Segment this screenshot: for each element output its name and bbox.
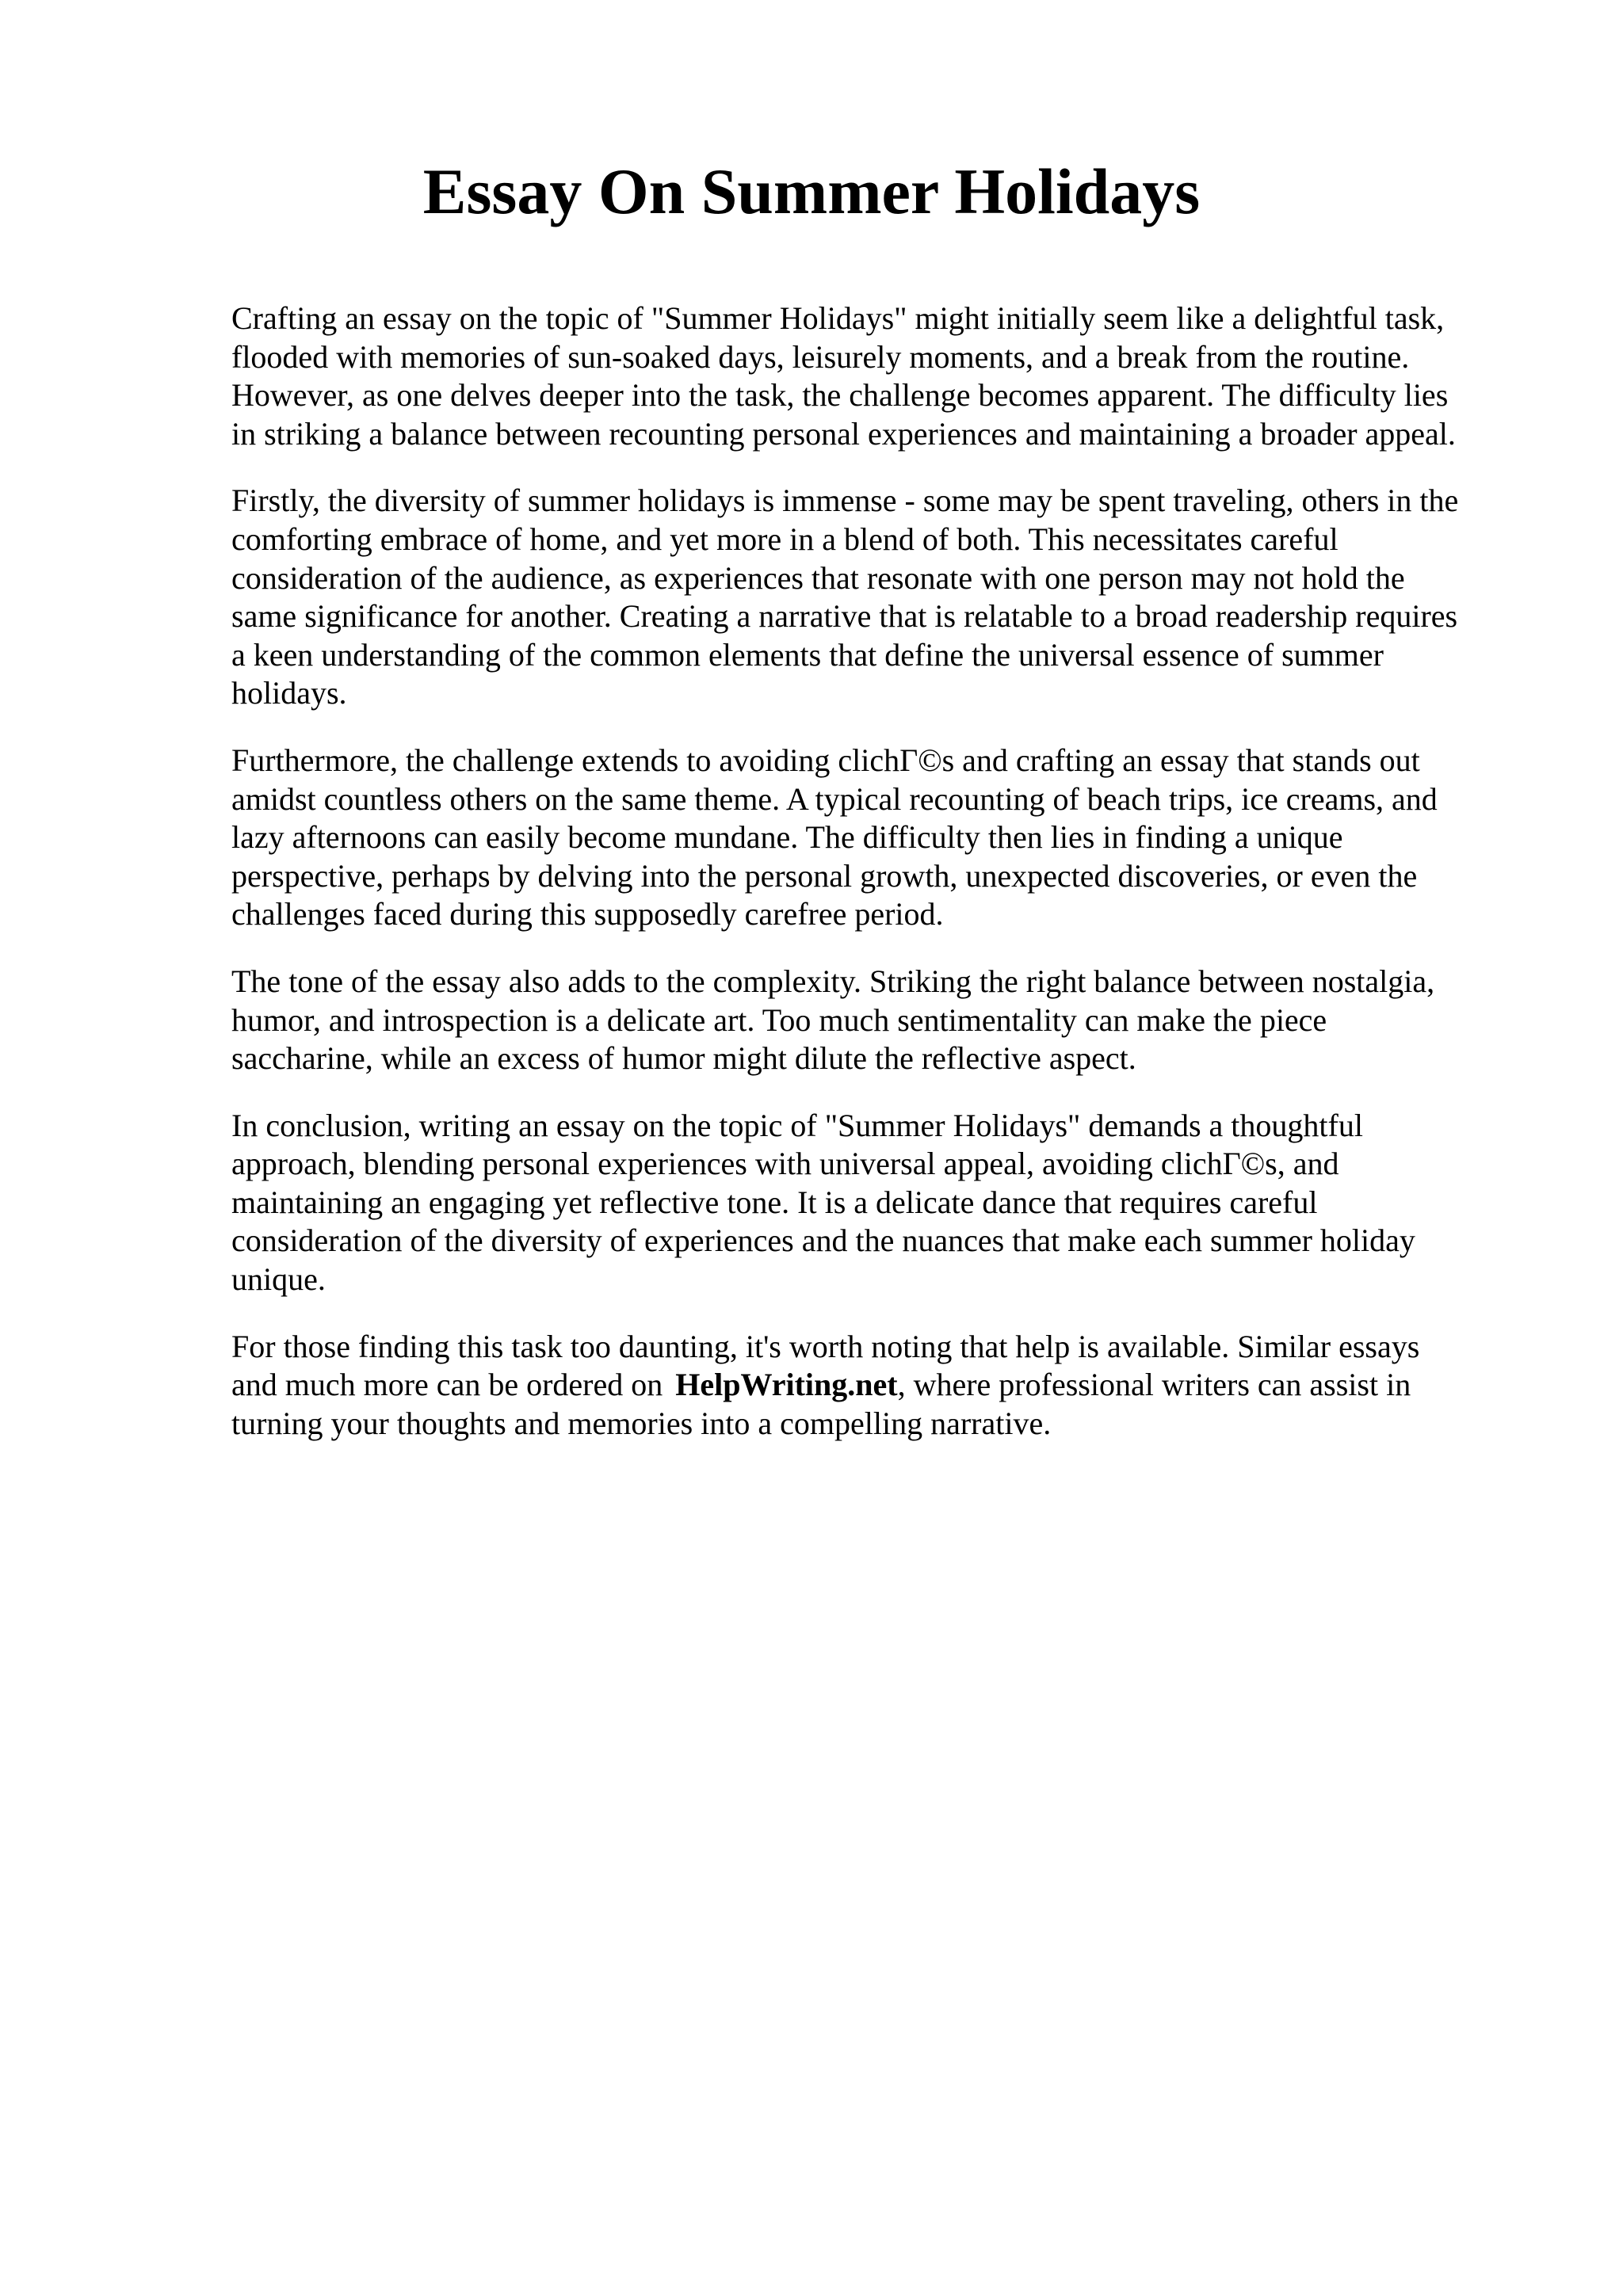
text-line: amidst countless others on the same theme. A typical recounting of beach trips, ice creams, and: [231, 780, 1438, 817]
text-line: challenges faced during this supposedly carefree period.: [231, 896, 944, 933]
text-line: perspective, perhaps by delving into the personal growth, unexpected discoveries, or even the: [231, 857, 1418, 894]
text-line: a keen understanding of the common elements that define the universal essence of summer: [231, 636, 1384, 673]
helpwriting-link[interactable]: HelpWriting.net: [675, 1367, 898, 1403]
text-line: holidays.: [231, 675, 347, 711]
text-line: However, as one delves deeper into the task, the challenge becomes apparent. The difficulty lies: [231, 377, 1449, 414]
text-line: [231, 1366, 1515, 1405]
text-line: same significance for another. Creating a narrative that is relatable to a broad readership requires: [231, 598, 1458, 635]
paragraph-3: [231, 742, 1515, 934]
text-line: in striking a balance between recounting personal experiences and maintaining a broader appeal.: [231, 415, 1456, 452]
text-line: Furthermore, the challenge extends to avoiding clichΓ©s and crafting an essay that stands out: [231, 742, 1420, 778]
text-line: Crafting an essay on the topic of "Summer Holidays" might initially seem like a delightful task,: [231, 300, 1445, 336]
text-line: approach, blending personal experiences with universal appeal, avoiding clichΓ©s, and: [231, 1146, 1339, 1182]
text-line: turning your thoughts and memories into a compelling narrative.: [231, 1405, 1052, 1441]
text-line: Firstly, the diversity of summer holidays is immense - some may be spent traveling, others in the: [231, 482, 1459, 519]
page-title: Essay On Summer Holidays: [422, 155, 1201, 227]
text-line: comforting embrace of home, and yet more in a blend of both. This necessitates careful: [231, 521, 1338, 557]
paragraph-1: [231, 299, 1515, 453]
paragraph-2: [231, 482, 1515, 713]
text-line: lazy afternoons can easily become mundane. The difficulty then lies in finding a unique: [231, 819, 1343, 856]
paragraph-6: [231, 1328, 1515, 1444]
text-line: consideration of the audience, as experiences that resonate with one person may not hold the: [231, 559, 1405, 596]
paragraph-4: [231, 963, 1515, 1078]
text-line: humor, and introspection is a delicate art. Too much sentimentality can make the piece: [231, 1001, 1327, 1038]
text-segment: , where professional writers can assist in: [897, 1367, 1411, 1403]
paragraph-5: [231, 1107, 1515, 1299]
text-line: The tone of the essay also adds to the complexity. Striking the right balance between nostalgia,: [231, 963, 1435, 999]
text-line: In conclusion, writing an essay on the topic of "Summer Holidays" demands a thoughtful: [231, 1107, 1363, 1143]
text-segment: and much more can be ordered on: [231, 1367, 663, 1403]
text-line: maintaining an engaging yet reflective tone. It is a delicate dance that requires careful: [231, 1184, 1318, 1220]
text-line: saccharine, while an excess of humor might dilute the reflective aspect.: [231, 1040, 1136, 1077]
text-line: unique.: [231, 1261, 326, 1298]
text-line: For those finding this task too daunting, it's worth noting that help is available. Similar essays: [231, 1328, 1420, 1364]
text-line: flooded with memories of sun-soaked days, leisurely moments, and a break from the routine.: [231, 338, 1410, 375]
text-line: consideration of the diversity of experiences and the nuances that make each summer holiday: [231, 1222, 1415, 1259]
essay-body: [231, 299, 1515, 1471]
